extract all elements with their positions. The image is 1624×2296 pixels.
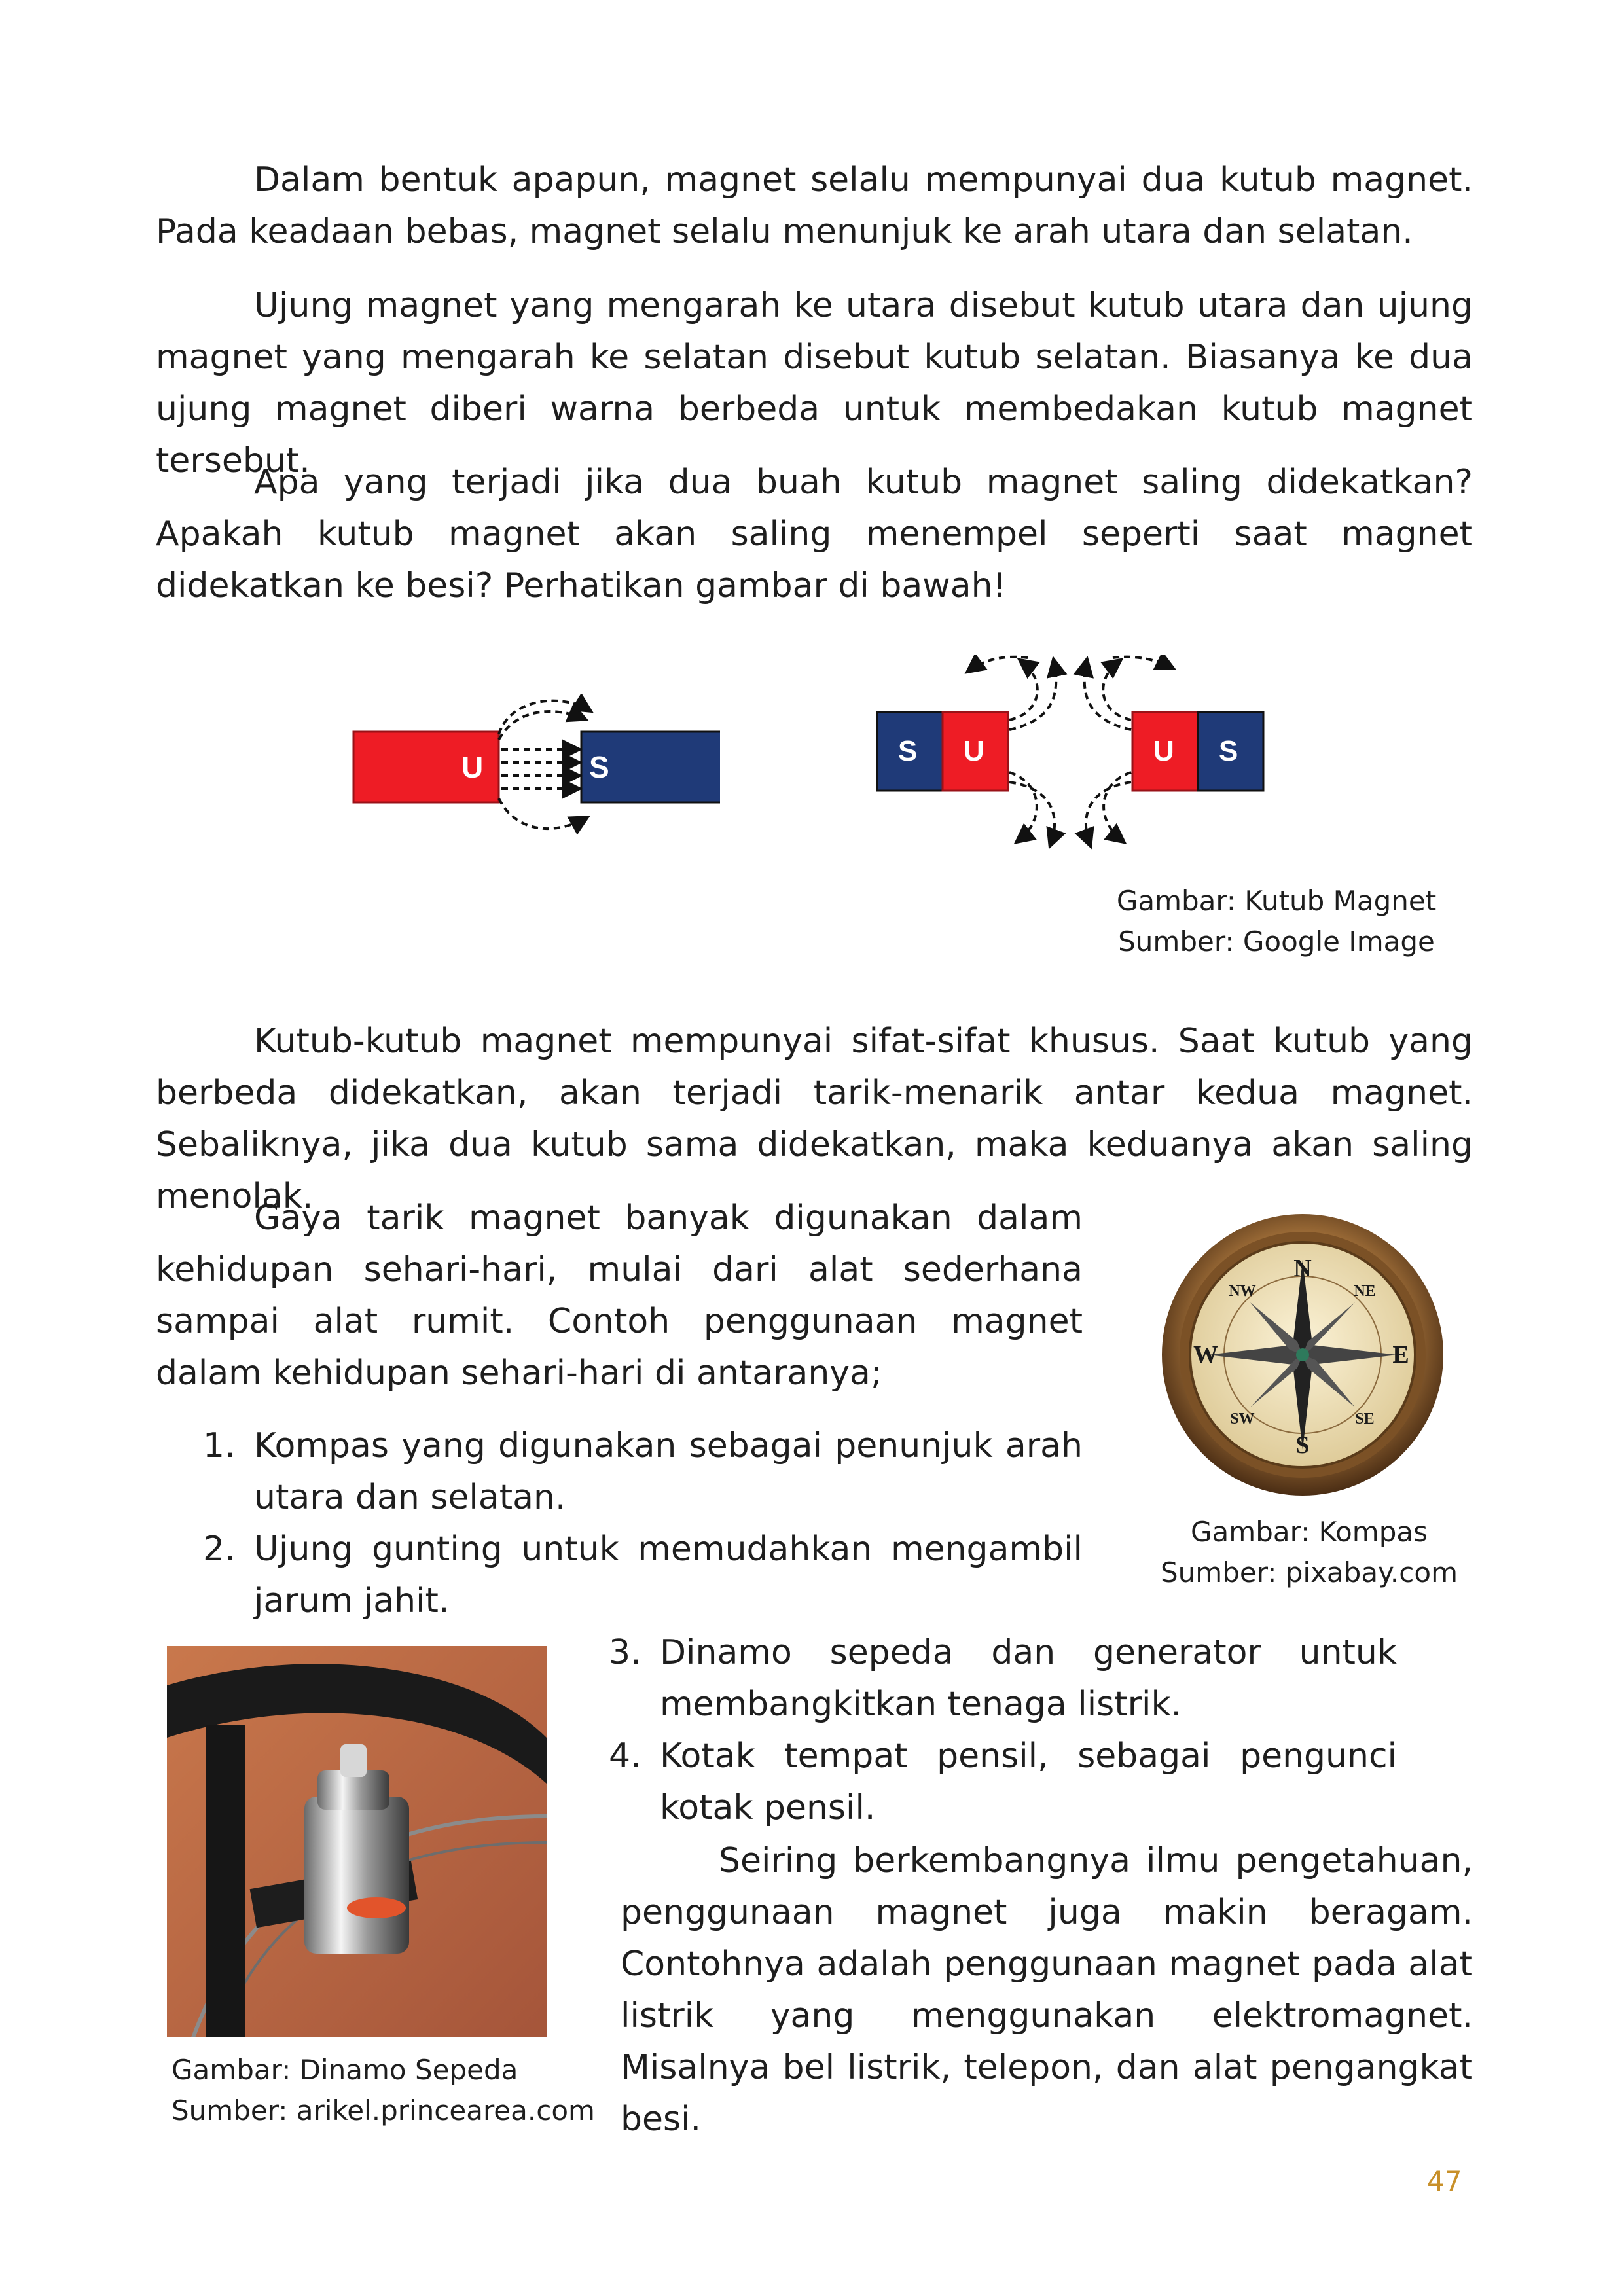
list-item-text: Kompas yang digunakan sebagai penunjuk arah utara dan selatan. xyxy=(254,1426,1083,1517)
paragraph-1: Dalam bentuk apapun, magnet selalu mempunyai dua kutub magnet. Pada keadaan bebas, magnet selalu menunjuk ke arah utara dan selatan. xyxy=(156,160,1473,251)
list-item-number: 2. xyxy=(203,1530,236,1569)
list-item xyxy=(203,1420,1083,1524)
magnet-repel-diagram xyxy=(871,655,1276,851)
list-item-text: Kotak tempat pensil, sebagai pengunci kotak pensil. xyxy=(660,1736,1397,1827)
compass-se: SE xyxy=(1355,1410,1375,1427)
caption-compass-title: Gambar: Kompas xyxy=(1191,1516,1428,1548)
magnet2-label-u: U xyxy=(1153,735,1174,767)
compass-sw: SW xyxy=(1230,1410,1255,1427)
caption-magnet xyxy=(1106,881,1447,962)
compass-w: W xyxy=(1193,1341,1218,1369)
list-item xyxy=(609,1627,1397,1731)
magnet2-label-s: S xyxy=(1219,735,1238,767)
caption-magnet-source: Sumber: Google Image xyxy=(1118,925,1435,958)
list-item-number: 4. xyxy=(609,1736,641,1776)
magnet-attract-diagram xyxy=(347,694,720,844)
compass-image xyxy=(1159,1211,1447,1499)
magnet1-label-u: U xyxy=(964,735,984,767)
magnet1-label-s: S xyxy=(898,735,918,767)
list-item xyxy=(203,1524,1083,1627)
paragraph-6: Seiring berkembangnya ilmu pengetahuan, penggunaan magnet juga makin beragam. Contohnya adalah penggunaan magnet pada alat listrik yang menggunakan elektromagnet. Misalnya bel listrik, telepon, dan alat pengangkat besi. xyxy=(621,1841,1473,2139)
list-item-text: Dinamo sepeda dan generator untuk membangkitkan tenaga listrik. xyxy=(660,1633,1397,1724)
list-item-number: 3. xyxy=(609,1633,641,1672)
bicycle-dynamo-image xyxy=(167,1646,547,2037)
list-item-number: 1. xyxy=(203,1426,236,1465)
paragraph-2: Ujung magnet yang mengarah ke utara disebut kutub utara dan ujung magnet yang mengarah ke selatan disebut kutub selatan. Biasanya ke dua ujung magnet diberi warna berbeda untuk membedakan kutub magnet tersebut. xyxy=(156,286,1473,480)
caption-dynamo-title: Gambar: Dinamo Sepeda xyxy=(171,2054,518,2086)
paragraph-5: Gaya tarik magnet banyak digunakan dalam kehidupan sehari-hari, mulai dari alat sederhana sampai alat rumit. Contoh penggunaan magnet dalam kehidupan sehari-hari di antaranya; xyxy=(156,1198,1083,1393)
magnet-label-s: S xyxy=(589,750,609,784)
compass-s: S xyxy=(1295,1431,1310,1459)
caption-magnet-title: Gambar: Kutub Magnet xyxy=(1116,885,1437,917)
caption-dynamo xyxy=(171,2050,595,2131)
caption-compass-source: Sumber: pixabay.com xyxy=(1161,1556,1458,1588)
compass-e: E xyxy=(1392,1341,1409,1369)
paragraph-4: Kutub-kutub magnet mempunyai sifat-sifat khusus. Saat kutub yang berbeda didekatkan, akan terjadi tarik-menarik antar kedua magnet. Sebaliknya, jika dua kutub sama didekatkan, maka keduanya akan saling menolak. xyxy=(156,1022,1473,1216)
compass-ne: NE xyxy=(1354,1283,1376,1300)
list-item xyxy=(609,1731,1397,1834)
caption-compass xyxy=(1159,1512,1460,1593)
list-item-text: Ujung gunting untuk memudahkan mengambil jarum jahit. xyxy=(254,1530,1083,1621)
caption-dynamo-source: Sumber: arikel.princearea.com xyxy=(171,2094,595,2126)
page-number: 47 xyxy=(1427,2165,1462,2197)
paragraph-3: Apa yang terjadi jika dua buah kutub magnet saling didekatkan? Apakah kutub magnet akan saling menempel seperti saat magnet didekatkan ke besi? Perhatikan gambar di bawah! xyxy=(156,463,1473,605)
compass-nw: NW xyxy=(1229,1283,1256,1300)
magnet-label-u: U xyxy=(461,750,484,784)
compass-n: N xyxy=(1293,1255,1312,1282)
